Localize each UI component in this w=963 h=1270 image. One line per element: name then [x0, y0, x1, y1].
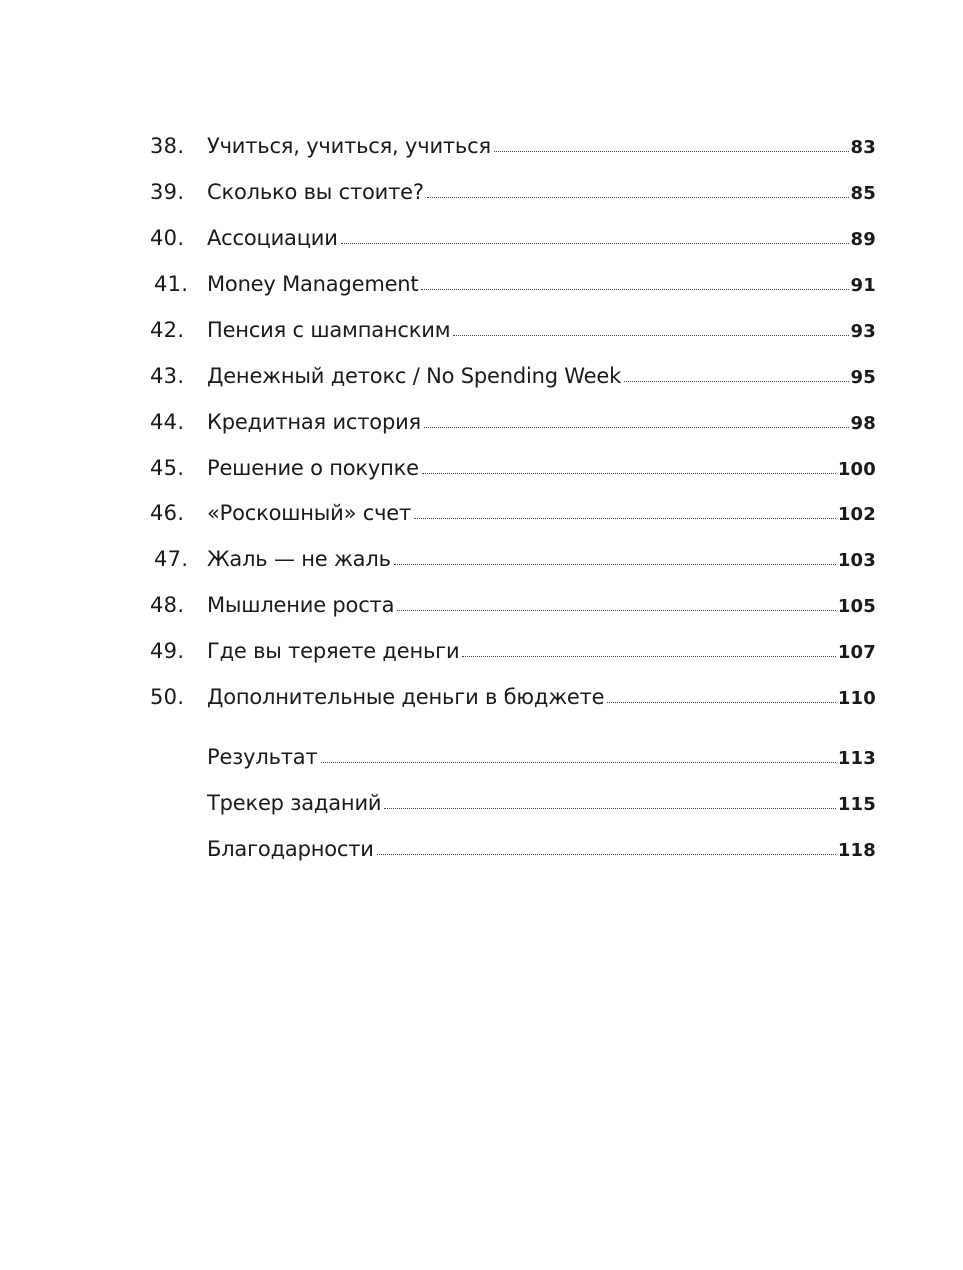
entry-title: Кредитная история [207, 410, 421, 434]
entry-page-number: 85 [850, 183, 876, 204]
entry-title: Где вы теряете деньги [207, 639, 460, 663]
entry-title: Ассоциации [207, 226, 338, 250]
dot-leader [462, 656, 835, 657]
dot-leader [384, 808, 835, 809]
entry-number: 50. [150, 685, 185, 709]
entry-page-number: 100 [837, 459, 876, 480]
entry-number: 44. [150, 410, 185, 434]
dot-leader [321, 762, 836, 763]
toc-entry[interactable] [150, 360, 876, 392]
entry-title: Жаль — не жаль [207, 547, 391, 571]
entry-title: Решение о покупке [207, 456, 419, 480]
dot-leader [394, 564, 836, 565]
entry-title: Учиться, учиться, учиться [207, 134, 491, 158]
entry-page-number: 115 [837, 794, 876, 815]
entry-number: 45. [150, 456, 185, 480]
entry-page-number: 95 [850, 367, 876, 388]
entry-number: 38. [150, 134, 185, 158]
dot-leader [341, 243, 849, 244]
toc-entry[interactable] [150, 406, 876, 438]
toc-entry[interactable] [150, 681, 876, 713]
dot-leader [397, 610, 836, 611]
dot-leader [624, 381, 849, 382]
entry-number: 49. [150, 639, 185, 663]
dot-leader [421, 289, 848, 290]
toc-entry[interactable] [150, 543, 876, 575]
dot-leader [424, 427, 849, 428]
entry-page-number: 110 [837, 688, 876, 709]
entry-title: Благодарности [207, 837, 374, 861]
entry-page-number: 93 [850, 321, 876, 342]
dot-leader [427, 197, 849, 198]
entry-title: Денежный детокс / No Spending Week [207, 364, 622, 388]
toc-entry[interactable] [150, 452, 876, 484]
entry-page-number: 98 [850, 413, 876, 434]
entry-number: 46. [150, 501, 185, 525]
entry-number: 48. [150, 593, 185, 617]
toc-entry[interactable] [150, 130, 876, 162]
entry-page-number: 91 [850, 275, 876, 296]
toc-entry[interactable] [150, 589, 876, 621]
entry-page-number: 103 [837, 550, 876, 571]
dot-leader [494, 151, 849, 152]
entry-number: 41. [154, 272, 189, 296]
toc-entry-task-tracker[interactable] [150, 787, 876, 819]
entry-title: Результат [207, 745, 318, 769]
entry-title: Пенсия с шампанским [207, 318, 451, 342]
entry-page-number: 102 [837, 504, 876, 525]
dot-leader [377, 854, 836, 855]
entry-number: 47. [154, 547, 189, 571]
entry-page-number: 118 [837, 840, 876, 861]
entry-number: 42. [150, 318, 185, 342]
toc-entry[interactable] [150, 635, 876, 667]
dot-leader [422, 473, 836, 474]
entry-page-number: 89 [850, 229, 876, 250]
entry-page-number: 83 [850, 137, 876, 158]
toc-entry[interactable] [150, 314, 876, 346]
dot-leader [453, 335, 848, 336]
dot-leader [607, 702, 835, 703]
entry-number: 40. [150, 226, 185, 250]
toc-entry[interactable] [150, 176, 876, 208]
entry-number: 39. [150, 180, 185, 204]
toc-entry[interactable] [150, 222, 876, 254]
entry-title: «Роскошный» счет [207, 501, 412, 525]
entry-title: Money Management [207, 272, 419, 296]
entry-title: Трекер заданий [207, 791, 382, 815]
entry-page-number: 107 [837, 642, 876, 663]
dot-leader [414, 518, 836, 519]
entry-page-number: 113 [837, 748, 876, 769]
entry-title: Мышление роста [207, 593, 395, 617]
toc-entry[interactable] [150, 268, 876, 300]
entry-number: 43. [150, 364, 185, 388]
toc-entry-acknowledgements[interactable] [150, 833, 876, 865]
entry-title: Дополнительные деньги в бюджете [207, 685, 605, 709]
entry-page-number: 105 [837, 596, 876, 617]
entry-title: Сколько вы стоите? [207, 180, 424, 204]
toc-entry[interactable] [150, 497, 876, 529]
toc-entry-results[interactable] [150, 741, 876, 773]
